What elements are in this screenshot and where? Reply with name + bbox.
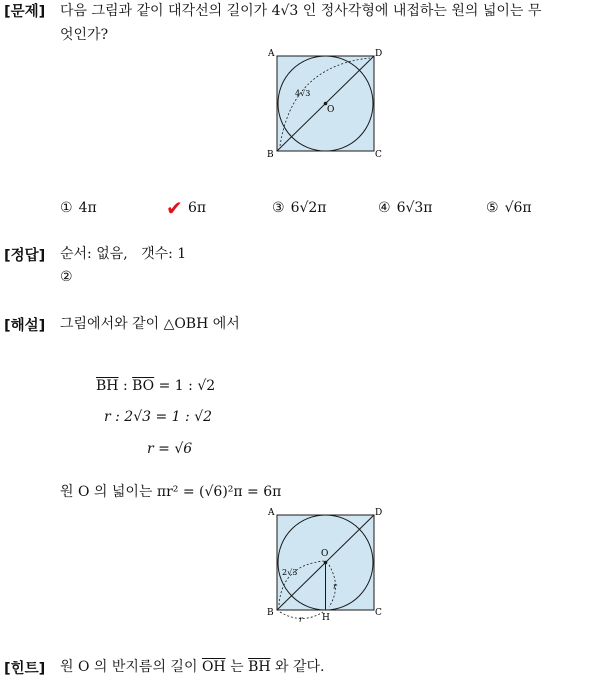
choice-2[interactable]: 6π — [188, 200, 207, 216]
label-b: B — [267, 150, 274, 160]
label-a: A — [268, 49, 275, 59]
choice-3[interactable]: ③ 6√2π — [272, 200, 327, 216]
explanation-intro: 그림에서와 같이 △OBH 에서 — [60, 316, 240, 332]
figure-triangle-obh — [262, 505, 392, 623]
label-h: H — [322, 613, 330, 623]
equation-3: r = √6 — [147, 441, 193, 457]
label-c: C — [375, 150, 382, 160]
label-d-2: D — [375, 508, 383, 518]
label-c-2: C — [375, 608, 382, 618]
figure-square-circle — [262, 46, 392, 162]
choice-1[interactable]: ① 4π — [60, 200, 97, 216]
equation-2: r : 2√3 = 1 : √2 — [104, 409, 213, 425]
hint-text: 원 O 의 반지름의 길이 $\overline{OH}$ 는 $\overline{BH}$ 와 같다. — [60, 659, 325, 675]
label-r-bottom: r — [299, 615, 303, 623]
question-tag: [문제] — [4, 4, 46, 20]
choice-5[interactable]: ⑤ √6π — [486, 200, 532, 216]
label-diag: 4√3 — [295, 89, 311, 98]
label-d: D — [375, 49, 383, 59]
equation-1: $\overline{BH}$ : $\overline{BO} = 1$ : √2 — [96, 378, 216, 394]
hint-tag: [힌트] — [4, 661, 46, 677]
label-b-2: B — [267, 608, 274, 618]
label-o: O — [327, 105, 335, 115]
question-line-1: 다음 그림과 같이 대각선의 길이가 4√3 인 정사각형에 내접하는 원의 넓이는 무 — [60, 3, 542, 19]
selected-check-icon: ✔ — [166, 196, 183, 220]
answer-number: ② — [60, 269, 73, 285]
choice-4[interactable]: ④ 6√3π — [378, 200, 433, 216]
explanation-conclusion: 원 O 의 넓이는 πr² = (√6)²π = 6π — [60, 484, 282, 500]
label-diag-2: 2√3 — [282, 568, 298, 577]
explanation-tag: [해설] — [4, 318, 46, 334]
question-line-2: 엇인가? — [60, 27, 109, 43]
answer-tag: [정답] — [4, 248, 46, 264]
center-point-2 — [324, 561, 328, 565]
label-r-side: r — [333, 582, 337, 591]
answer-line-1: 순서: 없음, 갯수: 1 — [60, 246, 187, 262]
label-o-2: O — [321, 549, 329, 559]
label-a-2: A — [268, 508, 275, 518]
